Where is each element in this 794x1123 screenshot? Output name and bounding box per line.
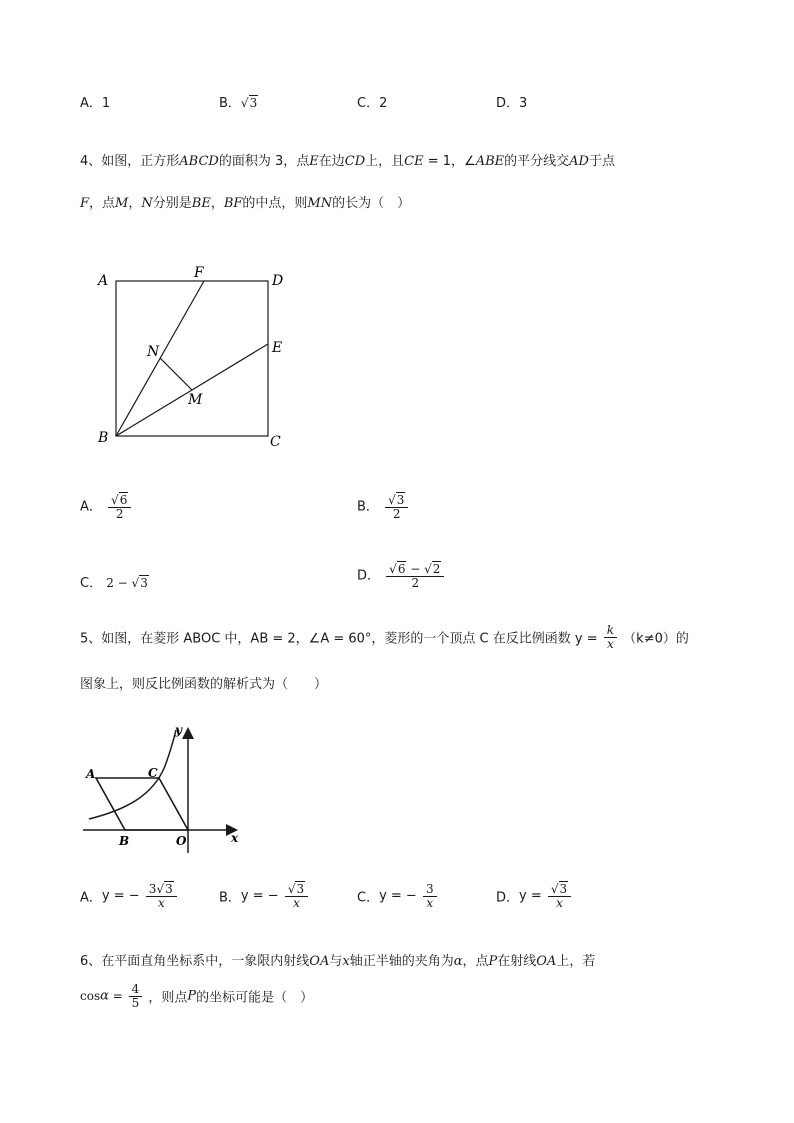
segment-mn [160,358,192,390]
q4-stem-line-2: F，点M，N分别是BE，BF的中点，则MN的长为（ ） [80,196,411,211]
sqrt-expression: √3 [240,96,258,110]
label-m: M [188,392,203,408]
label-a: A [86,767,96,781]
q6-stem-line-1: 6、在平面直角坐标系中，一象限内射线OA与x轴正半轴的夹角为α，点P在射线OA上，若 [80,954,596,969]
label-c: C [148,766,158,780]
label-n: N [147,344,160,360]
q3-option-c[interactable] [357,92,387,111]
expression: 2 − √3 [106,576,148,590]
q6-stem-line-2: cosα = $\frac{4}{5}$ ，则点P的坐标可能是（ ） [80,982,314,1010]
option-letter: C． [357,96,380,111]
fraction-4-over-5: $\frac{4}{5}$ [129,983,143,1009]
label-b: B [98,430,109,446]
fraction: $\frac{√6 - √2}{2}$ [386,563,444,589]
fraction: $\frac{√3}{2}$ [385,494,408,520]
option-letter: A． [80,890,102,906]
option-value: 2 [379,96,388,111]
option-letter: D． [496,890,520,906]
option-letter: B． [219,890,241,906]
q5-option-a[interactable]: A．y = − $\frac{3√3}{x}$ [80,883,179,909]
fraction: $\frac{3√3}{x}$ [146,883,177,909]
fraction: $\frac{√6}{2}$ [108,494,131,520]
q4-stem-line-1: 4、如图，正方形ABCD的面积为 3，点E在边CD上，且CE = 1，∠ABE的平分线交AD于点 [80,154,615,169]
option-value: 1 [101,96,111,111]
q3-option-d[interactable] [496,92,527,111]
q4-option-d[interactable] [357,563,446,589]
option-letter: A． [80,499,102,515]
q4-option-c[interactable] [80,572,149,591]
label-o: O [176,834,187,848]
option-letter: D． [496,96,520,111]
q5-figure-rhombus [75,718,255,853]
label-f: F [194,265,204,281]
q3-option-a[interactable] [80,92,110,111]
label-a: A [98,273,109,289]
q5-stem-line-1: 5、如图，在菱形 ABOC 中，AB = 2，∠A = 60°，菱形的一个顶点 C 在反比例函数 y = $\frac{k}{x}$ （k≠0）的 [80,623,689,651]
fraction: $\frac{√3}{x}$ [548,883,571,909]
label-c: C [270,434,281,450]
fraction-k-over-x: $\frac{k}{x}$ [604,624,617,650]
q4-option-a[interactable] [80,494,133,520]
label-b: B [119,834,130,848]
label-d: D [272,273,284,289]
label-x: x [231,831,239,845]
q5-option-d[interactable]: D．y = $\frac{√3}{x}$ [496,883,573,909]
option-letter: D． [357,568,381,584]
q5-stem-line-2: 图象上，则反比例函数的解析式为（ ） [80,677,328,692]
q4-option-b[interactable] [357,494,410,520]
option-letter: C． [80,576,103,591]
label-y: y [175,723,182,737]
option-value: 3 [519,96,528,111]
q4-figure-square [90,260,300,455]
label-e: E [272,340,283,356]
option-letter: A． [80,96,102,111]
q5-option-b[interactable]: B．y = − $\frac{√3}{x}$ [219,883,310,909]
q3-option-b[interactable] [219,92,258,111]
rhombus-aboc [96,778,188,830]
option-letter: B． [219,96,241,111]
option-letter: B． [357,499,379,515]
fraction: $\frac{√3}{x}$ [285,883,308,909]
q5-option-c[interactable]: C．y = − $\frac{3}{x}$ [357,883,439,909]
fraction: $\frac{3}{x}$ [423,883,437,909]
option-letter: C． [357,890,380,906]
hyperbola-curve [89,730,176,819]
